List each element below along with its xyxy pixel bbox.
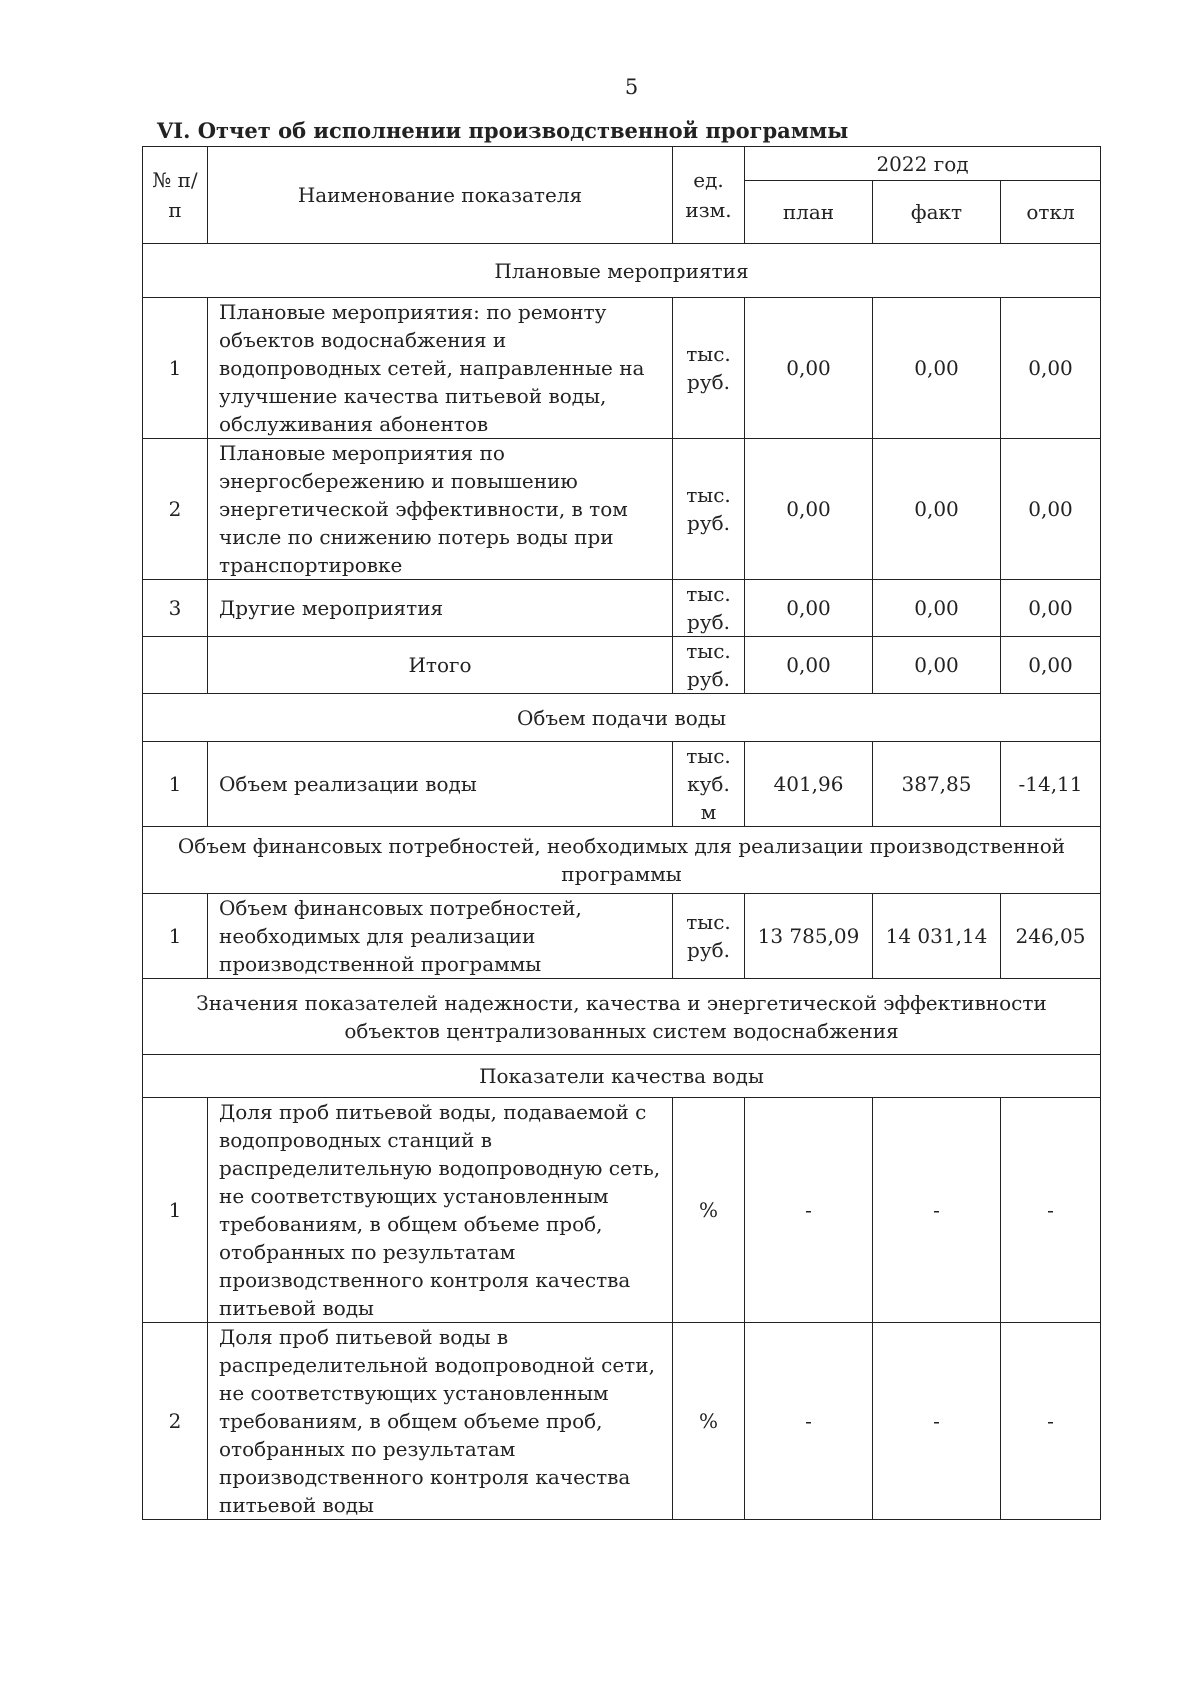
header-fact: факт xyxy=(873,181,1001,244)
header-num: № п/п xyxy=(143,147,208,244)
row-fact: 387,85 xyxy=(873,742,1001,827)
row-num: 3 xyxy=(143,580,208,637)
row-name: Объем финансовых потребностей, необходимых для реализации производственной программы xyxy=(208,894,673,979)
table-row xyxy=(143,580,1101,637)
row-num: 1 xyxy=(143,742,208,827)
row-fact: 0,00 xyxy=(873,298,1001,439)
row-fact: - xyxy=(873,1323,1001,1520)
row-plan: - xyxy=(745,1323,873,1520)
row-name: Плановые мероприятия: по ремонту объектов водоснабжения и водопроводных сетей, направленные на улучшение качества питьевой воды, обслуживания абонентов xyxy=(208,298,673,439)
total-num xyxy=(143,637,208,694)
row-dev: -14,11 xyxy=(1001,742,1101,827)
row-fact: 0,00 xyxy=(873,580,1001,637)
header-row xyxy=(143,147,1101,181)
table-row xyxy=(143,1098,1101,1323)
section-header xyxy=(143,979,1101,1055)
row-unit: тыс. руб. xyxy=(673,580,745,637)
row-plan: 0,00 xyxy=(745,439,873,580)
row-dev: - xyxy=(1001,1323,1101,1520)
row-num: 1 xyxy=(143,894,208,979)
table-row xyxy=(143,894,1101,979)
section-header xyxy=(143,244,1101,298)
row-unit: тыс. куб. м xyxy=(673,742,745,827)
section-title-quality: Показатели качества воды xyxy=(143,1055,1101,1098)
row-unit: тыс. руб. xyxy=(673,439,745,580)
row-plan: 0,00 xyxy=(745,580,873,637)
table-row xyxy=(143,439,1101,580)
header-year: 2022 год xyxy=(745,147,1101,181)
row-name: Плановые мероприятия по энергосбережению и повышению энергетической эффективности, в том числе по снижению потерь воды при транспортировке xyxy=(208,439,673,580)
row-dev: - xyxy=(1001,1098,1101,1323)
row-name: Другие мероприятия xyxy=(208,580,673,637)
section-title-supply: Объем подачи воды xyxy=(143,694,1101,742)
section-title: VI. Отчет об исполнении производственной программы xyxy=(157,118,849,143)
row-unit: тыс. руб. xyxy=(673,637,745,694)
row-plan: 13 785,09 xyxy=(745,894,873,979)
section-header xyxy=(143,1055,1101,1098)
table-row xyxy=(143,1323,1101,1520)
row-fact: - xyxy=(873,1098,1001,1323)
row-num: 2 xyxy=(143,1323,208,1520)
row-unit: % xyxy=(673,1098,745,1323)
row-plan: 0,00 xyxy=(745,298,873,439)
header-unit: ед. изм. xyxy=(673,147,745,244)
header-name: Наименование показателя xyxy=(208,147,673,244)
page-number: 5 xyxy=(624,75,639,99)
row-dev: 0,00 xyxy=(1001,439,1101,580)
total-row xyxy=(143,637,1101,694)
section-title-planned: Плановые мероприятия xyxy=(143,244,1101,298)
production-program-report-table xyxy=(142,146,1101,1520)
total-label: Итого xyxy=(208,637,673,694)
row-dev: 0,00 xyxy=(1001,580,1101,637)
row-unit: тыс. руб. xyxy=(673,298,745,439)
section-title-finance: Объем финансовых потребностей, необходимых для реализации производственной программы xyxy=(143,827,1101,894)
row-dev: 0,00 xyxy=(1001,298,1101,439)
row-dev: 246,05 xyxy=(1001,894,1101,979)
section-title-indicators: Значения показателей надежности, качества и энергетической эффективности объектов централизованных систем водоснабжения xyxy=(143,979,1101,1055)
row-plan: 401,96 xyxy=(745,742,873,827)
section-header xyxy=(143,827,1101,894)
table-row xyxy=(143,742,1101,827)
header-dev: откл xyxy=(1001,181,1101,244)
row-name: Доля проб питьевой воды, подаваемой с водопроводных станций в распределительную водопроводную сеть, не соответствующих установленным требованиям, в общем объеме проб, отобранных по результатам производственного контроля качества питьевой воды xyxy=(208,1098,673,1323)
row-unit: % xyxy=(673,1323,745,1520)
row-fact: 0,00 xyxy=(873,439,1001,580)
row-name: Объем реализации воды xyxy=(208,742,673,827)
row-num: 1 xyxy=(143,1098,208,1323)
row-plan: 0,00 xyxy=(745,637,873,694)
section-header xyxy=(143,694,1101,742)
table-row xyxy=(143,298,1101,439)
row-fact: 14 031,14 xyxy=(873,894,1001,979)
row-fact: 0,00 xyxy=(873,637,1001,694)
header-plan: план xyxy=(745,181,873,244)
row-name: Доля проб питьевой воды в распределительной водопроводной сети, не соответствующих установленным требованиям, в общем объеме проб, отобранных по результатам производственного контроля качества питьевой воды xyxy=(208,1323,673,1520)
row-unit: тыс. руб. xyxy=(673,894,745,979)
row-num: 1 xyxy=(143,298,208,439)
row-num: 2 xyxy=(143,439,208,580)
row-plan: - xyxy=(745,1098,873,1323)
row-dev: 0,00 xyxy=(1001,637,1101,694)
